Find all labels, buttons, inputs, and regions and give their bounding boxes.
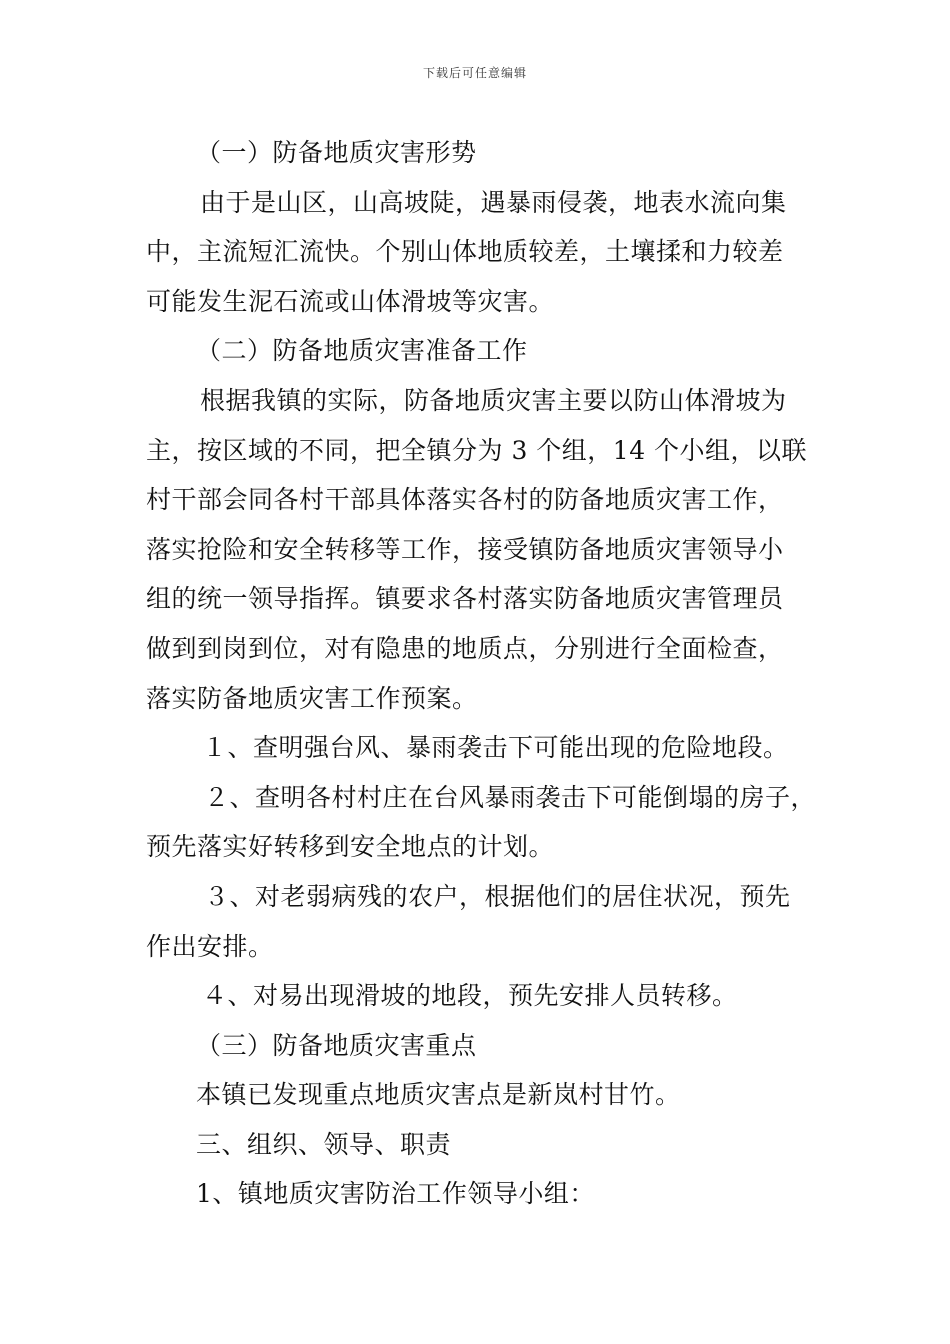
paragraph-line: 根据我镇的实际，防备地质灾害主要以防山体滑坡为 bbox=[200, 385, 787, 415]
paragraph-line: 村干部会同各村干部具体落实各村的防备地质灾害工作， bbox=[146, 485, 784, 515]
list-item-3-continued: 作出安排。 bbox=[146, 931, 274, 961]
list-item-1: １、查明强台风、暴雨袭击下可能出现的危险地段。 bbox=[202, 733, 789, 763]
paragraph-line: 由于是山区，山高坡陡，遇暴雨侵袭，地表水流向集 bbox=[200, 187, 787, 217]
paragraph-line: 做到到岗到位，对有隐患的地质点，分别进行全面检查， bbox=[146, 633, 784, 663]
paragraph-line: 本镇已发现重点地质灾害点是新岚村甘竹。 bbox=[196, 1080, 681, 1110]
subsection-heading: 1、镇地质灾害防治工作领导小组： bbox=[196, 1179, 595, 1209]
list-item-3: ３、对老弱病残的农户，根据他们的居住状况，预先 bbox=[204, 881, 791, 911]
header-note: 下载后可任意编辑 bbox=[422, 66, 527, 80]
paragraph-line: 落实防备地质灾害工作预案。 bbox=[146, 683, 478, 713]
paragraph-line: 可能发生泥石流或山体滑坡等灾害。 bbox=[146, 286, 555, 316]
section-heading-2: （二）防备地质灾害准备工作 bbox=[196, 336, 528, 366]
paragraph-line: 中，主流短汇流快。个别山体地质较差，土壤揉和力较差 bbox=[146, 237, 784, 267]
paragraph-line: 组的统一领导指挥。镇要求各村落实防备地质灾害管理员 bbox=[146, 584, 784, 614]
section-heading-1: （一）防备地质灾害形势 bbox=[196, 138, 477, 167]
section-heading-3: （三）防备地质灾害重点 bbox=[196, 1030, 477, 1060]
list-item-2-continued: 预先落实好转移到安全地点的计划。 bbox=[146, 832, 555, 862]
paragraph-line: 主，按区域的不同，把全镇分为 3 个组，14 个小组，以联 bbox=[146, 435, 808, 465]
chapter-heading: 三、组织、领导、职责 bbox=[196, 1129, 452, 1159]
paragraph-line: 落实抢险和安全转移等工作，接受镇防备地质灾害领导小 bbox=[146, 534, 784, 564]
list-item-4: ４、对易出现滑坡的地段，预先安排人员转移。 bbox=[202, 981, 738, 1011]
body-text bbox=[146, 128, 816, 1219]
list-item-2: ２、查明各村村庄在台风暴雨袭击下可能倒塌的房子， bbox=[204, 782, 816, 812]
